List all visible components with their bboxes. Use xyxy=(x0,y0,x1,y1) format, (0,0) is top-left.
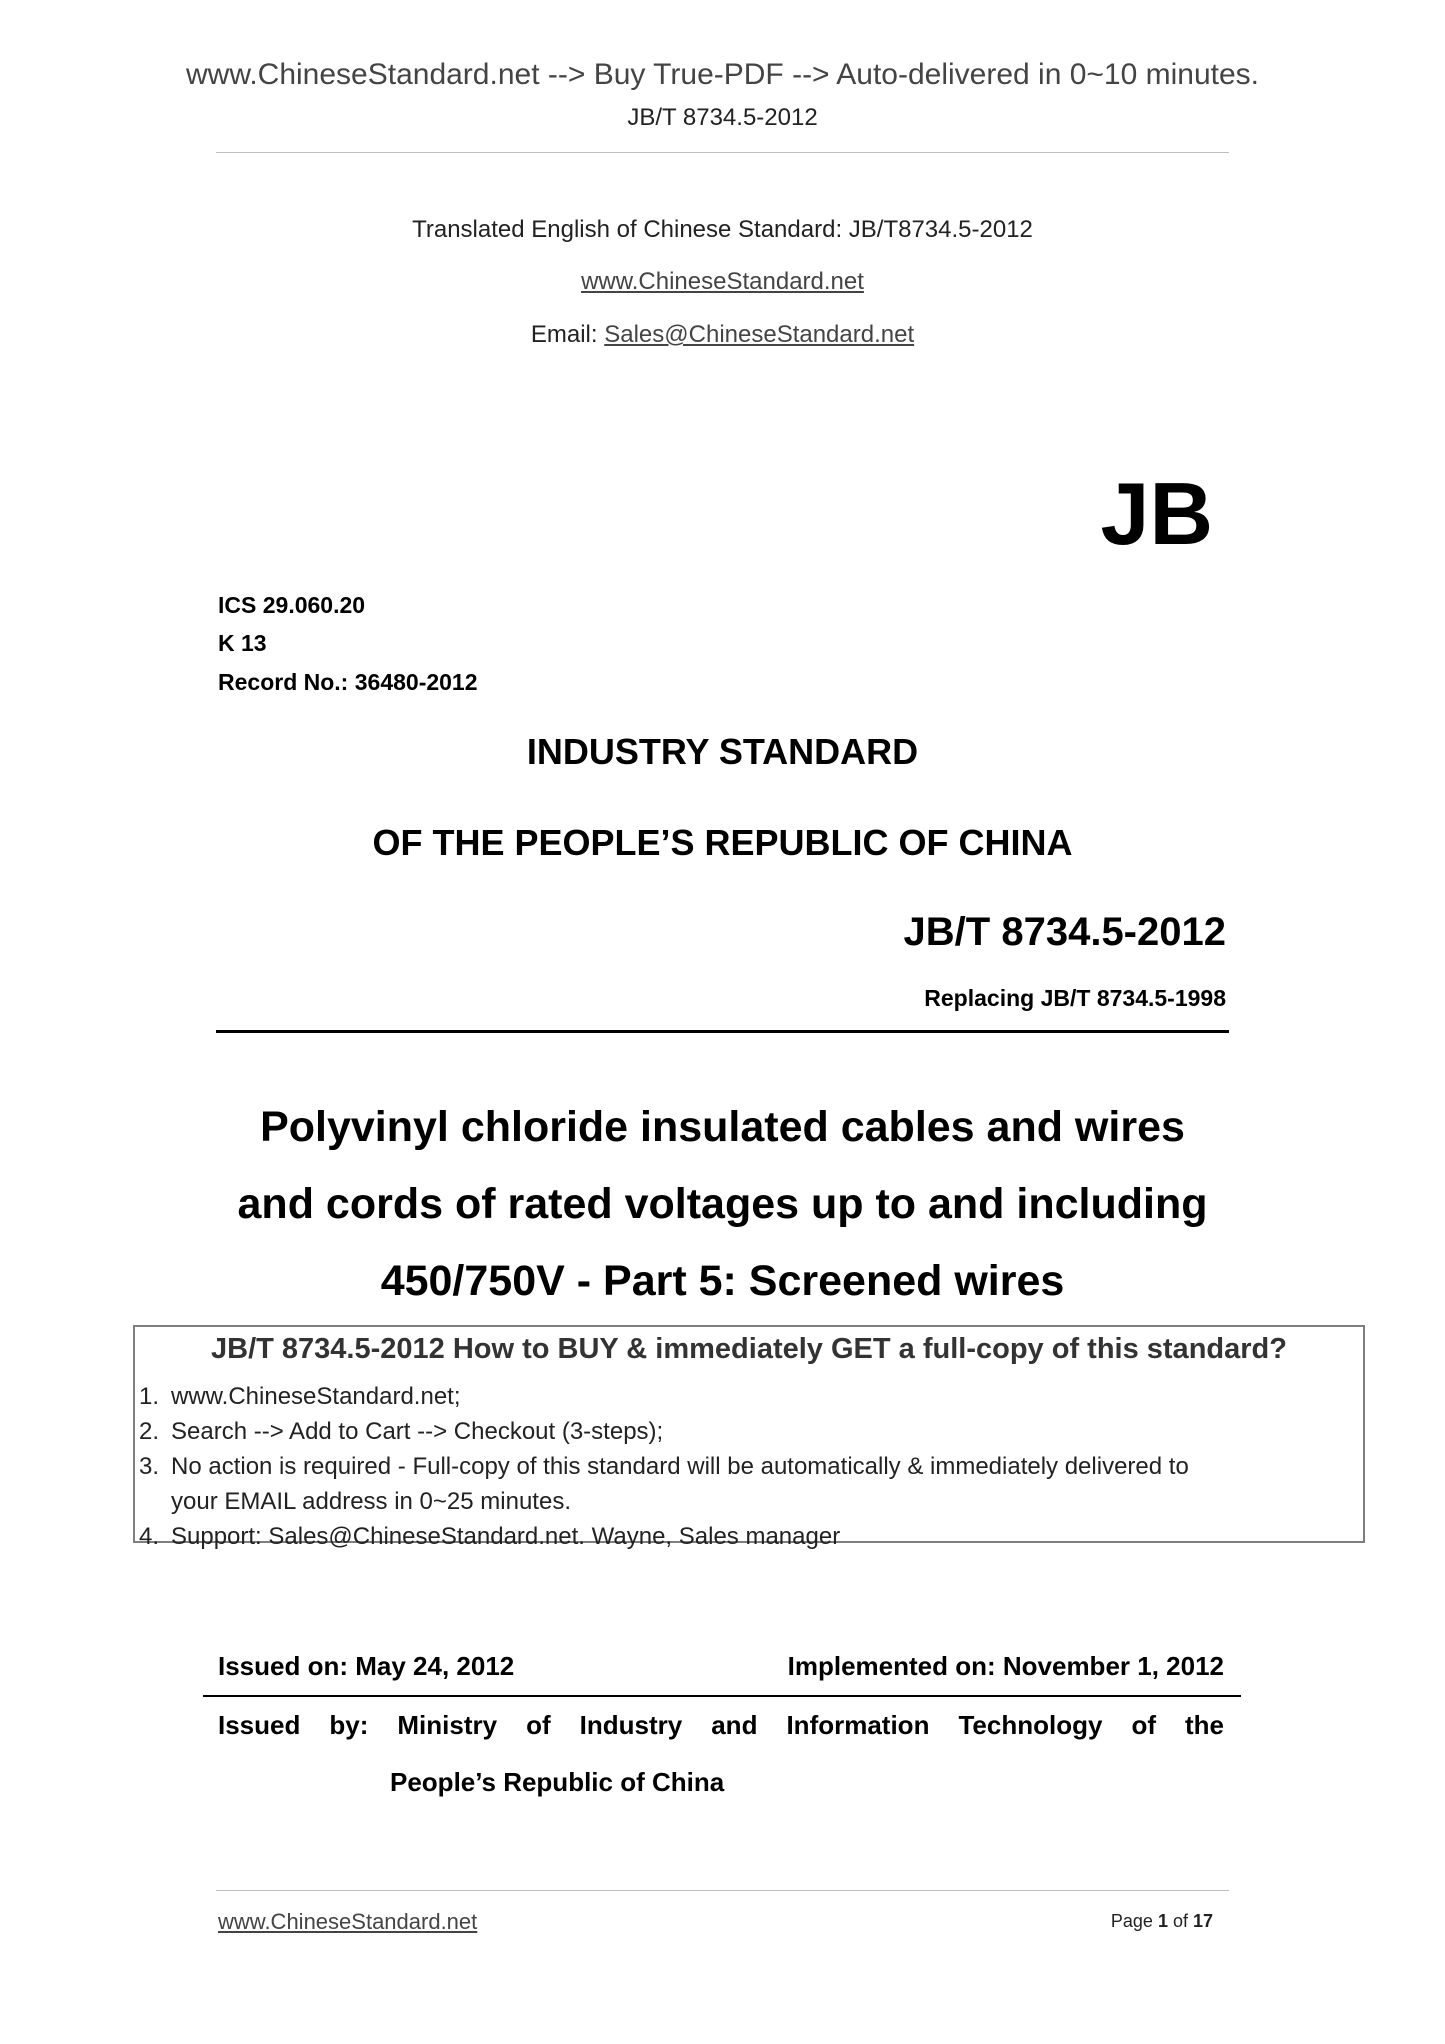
buy-instructions-box xyxy=(133,1325,1365,1550)
step-number: 2. xyxy=(139,1418,160,1445)
footer-divider xyxy=(216,1890,1229,1891)
page-current: 1 xyxy=(1157,1911,1168,1931)
step-number: 1. xyxy=(139,1383,160,1410)
issued-by: Issued by: Ministry of Industry and Information Technology of the xyxy=(218,1710,1224,1740)
step-text: www.ChineseStandard.net; xyxy=(171,1383,461,1410)
industry-standard-title: INDUSTRY STANDARD xyxy=(526,731,919,772)
step-text: Search --> Add to Cart --> Checkout (3-steps); xyxy=(171,1418,664,1445)
buy-step xyxy=(139,1418,663,1446)
title-divider xyxy=(216,1030,1229,1033)
document-title-line: and cords of rated voltages up to and including xyxy=(237,1180,1208,1228)
prc-title: OF THE PEOPLE’S REPUBLIC OF CHINA xyxy=(372,822,1073,863)
translation-website xyxy=(0,268,1445,296)
document-title-line: Polyvinyl chloride insulated cables and wires xyxy=(260,1103,1185,1151)
page-of: of xyxy=(1167,1911,1193,1931)
page-total: 17 xyxy=(1192,1911,1213,1931)
buy-step xyxy=(139,1383,461,1411)
header-divider xyxy=(216,152,1229,153)
step-number: 4. xyxy=(139,1523,160,1550)
issued-on: Issued on: May 24, 2012 xyxy=(218,1651,515,1681)
buy-box-title: JB/T 8734.5-2012 How to BUY & immediately GET a full-copy of this standard? xyxy=(211,1333,1287,1365)
header-standard-code: JB/T 8734.5-2012 xyxy=(627,104,818,131)
translation-note: Translated English of Chinese Standard: JB/T8734.5-2012 xyxy=(412,216,1033,243)
replacing-note: Replacing JB/T 8734.5-1998 xyxy=(924,985,1226,1011)
translation-email xyxy=(0,321,1445,349)
website-link[interactable]: www.ChineseStandard.net xyxy=(581,268,864,295)
email-label: Email: xyxy=(530,321,605,348)
page-indicator xyxy=(1111,1911,1213,1932)
standard-number: JB/T 8734.5-2012 xyxy=(903,910,1226,954)
issued-by-continuation: People’s Republic of China xyxy=(390,1767,725,1797)
page-prefix: Page xyxy=(1110,1911,1158,1931)
email-link[interactable]: Sales@ChineseStandard.net xyxy=(604,321,915,348)
jb-mark: JB xyxy=(1100,464,1213,563)
top-banner: www.ChineseStandard.net --> Buy True-PDF --> Auto-delivered in 0~10 minutes. xyxy=(185,58,1260,91)
ics-code: ICS 29.060.20 xyxy=(218,592,366,618)
document-title-line: 450/750V - Part 5: Screened wires xyxy=(380,1257,1065,1305)
buy-step xyxy=(139,1453,1189,1481)
classification-code: K 13 xyxy=(218,630,267,656)
buy-step xyxy=(139,1523,840,1551)
footer-website-link[interactable]: www.ChineseStandard.net xyxy=(218,1909,478,1934)
step-text: Support: Sales@ChineseStandard.net. Wayne, Sales manager xyxy=(171,1523,841,1550)
implemented-on: Implemented on: November 1, 2012 xyxy=(787,1651,1224,1681)
issue-divider xyxy=(203,1695,1241,1697)
record-number: Record No.: 36480-2012 xyxy=(218,669,478,695)
buy-step-continuation: your EMAIL address in 0~25 minutes. xyxy=(171,1488,571,1515)
step-number: 3. xyxy=(139,1453,160,1480)
step-text: No action is required - Full-copy of this standard will be automatically & immediately delivered to xyxy=(171,1453,1189,1480)
